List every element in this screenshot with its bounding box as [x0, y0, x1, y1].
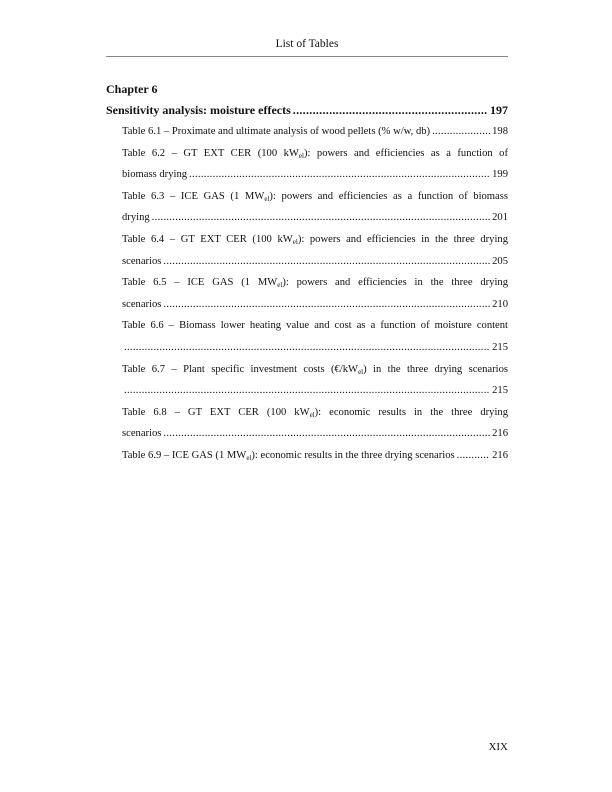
entry-title-part: ): powers and efficiencies in the three drying [297, 233, 508, 245]
entry-title-line [122, 229, 508, 251]
chapter-heading: Chapter 6 [106, 82, 158, 96]
subscript: el [309, 410, 315, 419]
entry-title-part: ): powers and efficiencies as a function of [303, 147, 508, 159]
toc-entry-6-8[interactable] [122, 402, 508, 445]
entry-page: 199 [492, 169, 508, 181]
toc-entry-6-1[interactable] [122, 121, 508, 143]
entry-title-cont: scenarios [122, 298, 162, 310]
entry-title-part: Table 6.5 – ICE GAS (1 MW [122, 277, 278, 289]
entry-continuation [122, 207, 508, 229]
entry-title-cont: drying [122, 212, 150, 224]
entry-title-line [122, 143, 508, 165]
header-rule [106, 56, 508, 57]
section-title: Sensitivity analysis: moisture effects [106, 103, 291, 117]
list-of-tables [106, 80, 508, 467]
dot-leader [187, 164, 490, 186]
page-number: XIX [488, 741, 508, 753]
toc-entry-6-5[interactable] [122, 272, 508, 315]
entry-title-cont: scenarios [122, 255, 162, 267]
entry-title-part: Table 6.3 – ICE GAS (1 MW [122, 190, 265, 202]
dot-leader [150, 207, 490, 229]
dot-leader [161, 423, 490, 445]
toc-entry-6-4[interactable] [122, 229, 508, 272]
entry-page: 215 [492, 341, 508, 353]
toc-entry-6-6[interactable] [122, 315, 508, 358]
entry-title-part: Table 6.4 – GT EXT CER (100 kW [122, 233, 293, 245]
dot-leader [291, 101, 488, 119]
subscript: el [298, 151, 304, 160]
entry-title-cont: scenarios [122, 428, 162, 440]
entry-page: 198 [492, 126, 508, 137]
entry-page: 201 [492, 212, 508, 224]
entry-continuation [122, 251, 508, 273]
entry-page: 215 [492, 385, 508, 397]
entry-continuation [122, 294, 508, 316]
entry-title-line [122, 315, 508, 337]
table-entries [106, 121, 508, 467]
dot-leader [430, 121, 490, 143]
entry-title-part: ): economic results in the three drying scenarios [251, 449, 455, 461]
subscript: el [277, 281, 283, 290]
subscript: el [246, 453, 252, 462]
entry-page: 216 [492, 449, 508, 461]
entry-continuation [122, 164, 508, 186]
entry-title-line [122, 402, 508, 424]
entry-title-part: ) in the three drying scenarios [363, 363, 508, 375]
entry-page: 210 [492, 298, 508, 310]
entry-title-part: Table 6.2 – GT EXT CER (100 kW [122, 147, 299, 159]
running-header: List of Tables [275, 38, 339, 50]
section-page: 197 [490, 103, 508, 117]
dot-leader [161, 251, 490, 273]
entry-title-part: ): powers and efficiencies in the three drying [282, 277, 508, 289]
entry-title-line [122, 359, 508, 381]
entry-title-part: ): economic results in the three drying [314, 406, 508, 418]
entry-title-line [122, 272, 508, 294]
toc-entry-6-9[interactable] [122, 445, 508, 467]
dot-leader [455, 445, 490, 467]
entry-page: 216 [492, 428, 508, 440]
entry-title: Table 6.1 – Proximate and ultimate analysis of wood pellets (% w/w, db) [122, 126, 431, 137]
toc-entry-6-7[interactable] [122, 359, 508, 402]
entry-title-cont: biomass drying [122, 169, 188, 181]
dot-leader [122, 380, 490, 402]
toc-entry-6-3[interactable] [122, 186, 508, 229]
entry-page: 205 [492, 255, 508, 267]
subscript: el [358, 367, 364, 376]
subscript: el [264, 194, 270, 203]
dot-leader [161, 294, 490, 316]
entry-title-line [122, 186, 508, 208]
entry-continuation [122, 423, 508, 445]
entry-continuation [122, 380, 508, 402]
entry-title [122, 445, 455, 467]
entry-title-part: Table 6.7 – Plant specific investment costs (€/kW [122, 363, 359, 375]
entry-title-part: Table 6.8 – GT EXT CER (100 kW [122, 406, 310, 418]
section-entry[interactable] [106, 101, 508, 119]
toc-entry-6-2[interactable] [122, 143, 508, 186]
subscript: el [292, 237, 298, 246]
entry-continuation [122, 337, 508, 359]
dot-leader [122, 337, 490, 359]
entry-title-part: Table 6.9 – ICE GAS (1 MW [122, 449, 247, 461]
entry-title-part: ): powers and efficiencies as a function of biomass [269, 190, 508, 202]
entry-title-part: Table 6.6 – Biomass lower heating value and cost as a function of moisture content [122, 320, 508, 332]
